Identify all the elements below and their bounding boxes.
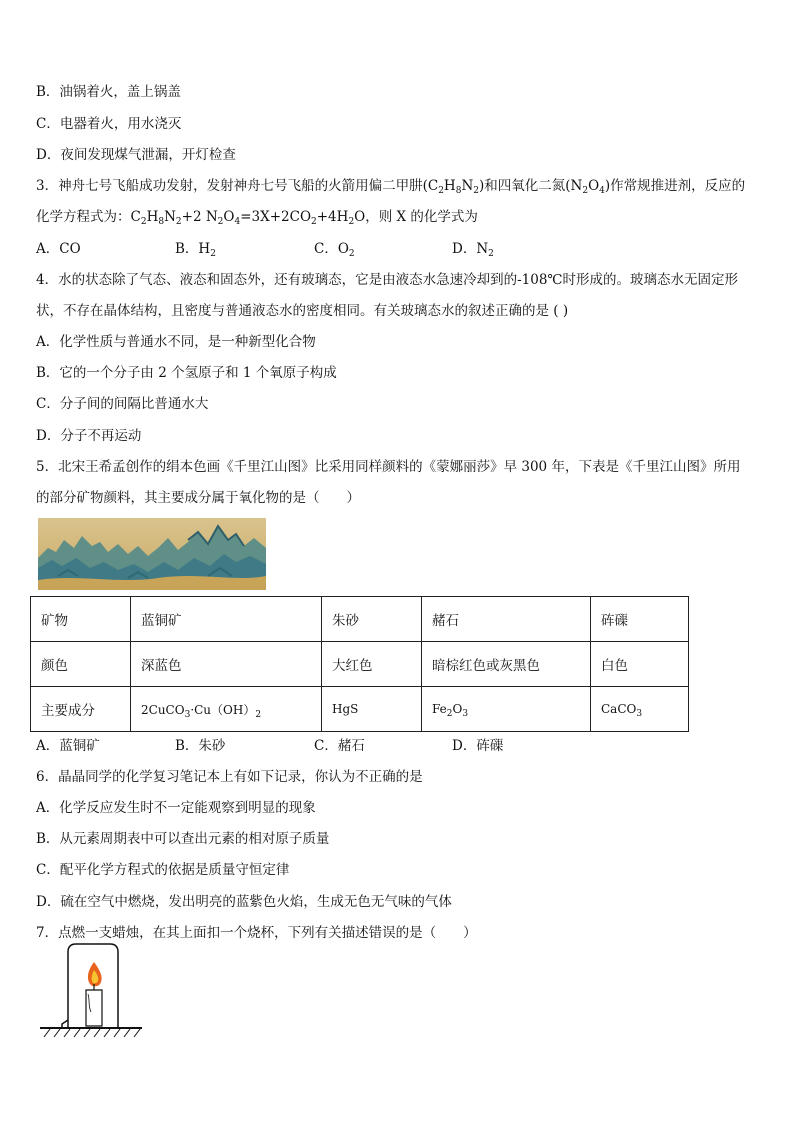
table-cell: 矿物 (31, 597, 131, 642)
table-cell: 砗磲 (591, 597, 689, 642)
q2-option-b: B．油锅着火，盖上锅盖 (36, 84, 181, 100)
q4-option-d: D．分子不再运动 (36, 428, 142, 444)
q6-option-a: A．化学反应发生时不一定能观察到明显的现象 (36, 800, 316, 816)
q6-stem: 6．晶晶同学的化学复习笔记本上有如下记录，你认为不正确的是 (36, 769, 423, 785)
table-cell: 白色 (591, 642, 689, 687)
q5-stem-line1: 5．北宋王希孟创作的绢本色画《千里江山图》比采用同样颜料的《蒙娜丽莎》早 300 年，下表是《千里江山图》所用 (36, 459, 741, 475)
q3-option-a: A．CO (36, 241, 81, 257)
table-cell: 主要成分 (31, 687, 131, 732)
table-row (31, 597, 689, 642)
q6-option-b: B．从元素周期表中可以查出元素的相对原子质量 (36, 831, 330, 847)
q5-option-d: D．砗磲 (452, 738, 504, 754)
q4-stem-line1: 4．水的状态除了气态、液态和固态外，还有玻璃态，它是由液态水急速冷却到的-108℃时形成的。玻璃态水无固定形 (36, 272, 739, 288)
q4-option-b: B．它的一个分子由 2 个氢原子和 1 个氧原子构成 (36, 365, 337, 381)
q6-option-c: C．配平化学方程式的依据是质量守恒定律 (36, 862, 290, 878)
table-row (31, 642, 689, 687)
q3-option-c: C．$O_2$ (314, 241, 355, 259)
q5-stem-line2: 的部分矿物颜料，其主要成分属于氧化物的是（ ） (36, 490, 360, 506)
table-cell: 深蓝色 (131, 642, 322, 687)
candle-beaker-diagram (38, 940, 144, 1040)
table-cell: 暗棕红色或灰黑色 (422, 642, 591, 687)
table-cell: CaCO$_3$ (591, 687, 689, 732)
table-cell: 朱砂 (322, 597, 422, 642)
table-cell: 颜色 (31, 642, 131, 687)
landscape-painting-image (38, 518, 266, 590)
q5-option-a: A．蓝铜矿 (36, 738, 100, 754)
table-cell: 大红色 (322, 642, 422, 687)
q3-stem-line1: 3．神舟七号飞船成功发射，发射神舟七号飞船的火箭用偏二甲肼$(C_2H_8N_2)$和四氧化二氮$(N_2O_4)$作常规推进剂，反应的 (36, 178, 746, 196)
q3-stem-line2: 化学方程式为：$C_2H_8N_2+2$ $N_2O_4=3X+2CO_2+4H_2O$，则 X 的化学式为 (36, 209, 478, 227)
table-cell: HgS (322, 687, 422, 732)
table-row (31, 687, 689, 732)
q6-option-d: D．硫在空气中燃烧，发出明亮的蓝紫色火焰，生成无色无气味的气体 (36, 894, 452, 910)
q5-option-c: C．赭石 (314, 738, 365, 754)
q2-option-d: D．夜间发现煤气泄漏，开灯检查 (36, 147, 236, 163)
table-cell: $Fe_2O_3$ (422, 687, 591, 732)
table-cell: 蓝铜矿 (131, 597, 322, 642)
q4-stem-line2: 状，不存在晶体结构，且密度与普通液态水的密度相同。有关玻璃态水的叙述正确的是 ( ) (36, 303, 569, 319)
q4-option-c: C．分子间的间隔比普通水大 (36, 396, 209, 412)
q3-option-b: B．$H_2$ (175, 241, 216, 259)
table-cell: 赭石 (422, 597, 591, 642)
q7-stem: 7．点燃一支蜡烛，在其上面扣一个烧杯，下列有关描述错误的是（ ） (36, 925, 477, 941)
table-cell: $2CuCO_3\cdot Cu(OH)_2$ (131, 687, 322, 732)
mineral-pigment-table (30, 596, 689, 732)
q2-option-c: C．电器着火，用水浇灭 (36, 116, 182, 132)
q5-option-b: B．朱砂 (175, 738, 226, 754)
q3-option-d: D．$N_2$ (452, 241, 494, 259)
q4-option-a: A．化学性质与普通水不同，是一种新型化合物 (36, 334, 316, 350)
